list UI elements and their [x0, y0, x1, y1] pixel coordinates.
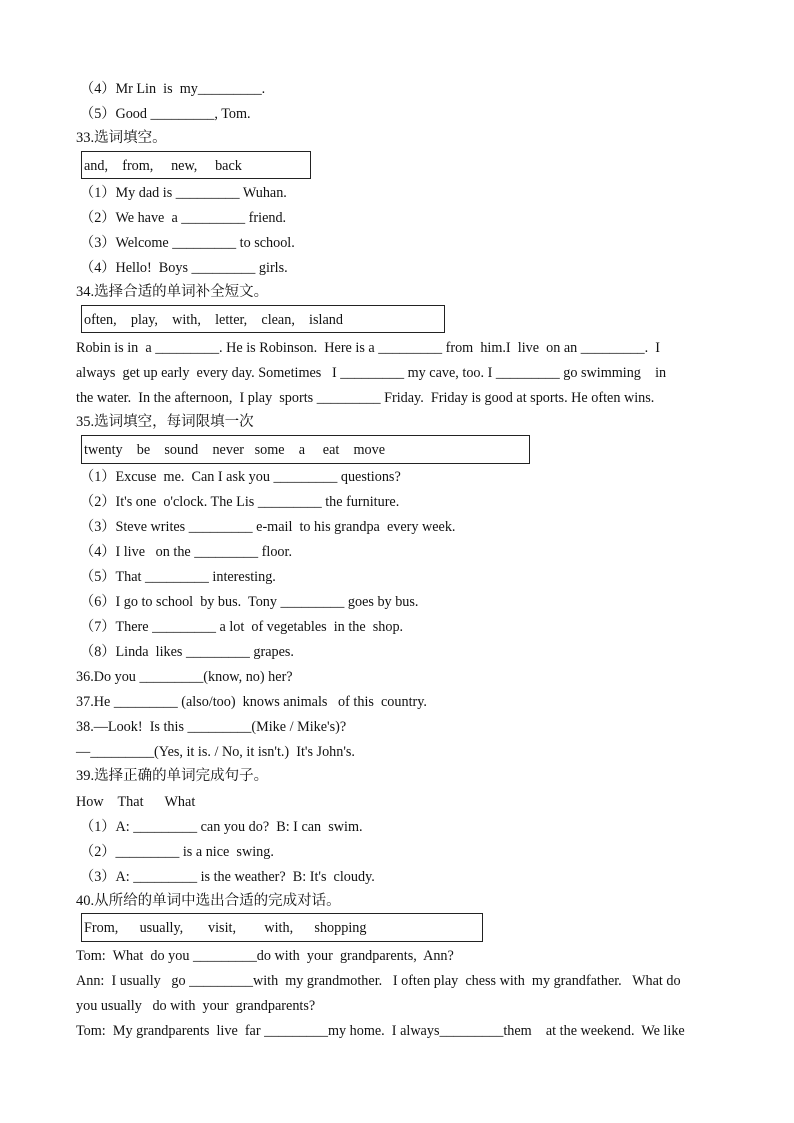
q33-item-3: （3）Welcome _________ to school. [80, 235, 295, 251]
q40-dialogue-line-1: Tom: What do you _________do with your grandparents, Ann? [76, 948, 454, 964]
q33-item-2: （2）We have a _________ friend. [80, 210, 287, 226]
q33-item-4: （4）Hello! Boys _________ girls. [80, 260, 288, 276]
q39-item-1: （1）A: _________ can you do? B: I can swim. [80, 819, 363, 835]
q40-word-box [81, 913, 483, 942]
q34-word-box [81, 305, 445, 333]
q40-heading: 40.从所给的单词中选出合适的完成对话。 [76, 893, 341, 909]
q33-heading: 33.选词填空。 [76, 130, 167, 146]
q34-heading: 34.选择合适的单词补全短文。 [76, 284, 269, 300]
q35-heading: 35.选词填空，每词限填一次 [76, 414, 254, 430]
q35-item-1: （1）Excuse me. Can I ask you _________ questions? [80, 469, 401, 485]
q40-dialogue-line-3: you usually do with your grandparents? [76, 998, 316, 1014]
q35-word-box [81, 435, 530, 464]
q33-word-box-text: and, from, new, back [84, 158, 242, 174]
q40-word-box-text: From, usually, visit, with, shopping [84, 920, 367, 936]
q35-item-5: （5）That _________ interesting. [80, 569, 276, 585]
q34-passage-line-1: Robin is in a _________. He is Robinson. Here is a _________ from him.I live on an _________. I [76, 340, 661, 356]
q39-item-3: （3）A: _________ is the weather? B: It's cloudy. [80, 869, 375, 885]
q34-passage-line-2: always get up early every day. Sometimes I _________ my cave, too. I _________ go swimming in [76, 365, 667, 381]
q35-item-7: （7）There _________ a lot of vegetables in the shop. [80, 619, 404, 635]
q32-item-4: （4）Mr Lin is my_________. [80, 81, 266, 97]
q39-heading: 39.选择正确的单词完成句子。 [76, 768, 269, 784]
q34-passage-line-3: the water. In the afternoon, I play sports _________ Friday. Friday is good at sports. He often wins. [76, 390, 655, 406]
q33-word-box [81, 151, 311, 179]
q38-line-2: —_________(Yes, it is. / No, it isn't.) It's John's. [76, 744, 355, 760]
q36-text: 36.Do you _________(know, no) her? [76, 669, 293, 685]
q37-text: 37.He _________ (also/too) knows animals of this country. [76, 694, 427, 710]
q39-item-2: （2）_________ is a nice swing. [80, 844, 274, 860]
q35-word-box-text: twenty be sound never some a eat move [84, 442, 386, 458]
q35-item-4: （4）I live on the _________ floor. [80, 544, 293, 560]
q33-item-1: （1）My dad is _________ Wuhan. [80, 185, 287, 201]
q35-item-3: （3）Steve writes _________ e-mail to his grandpa every week. [80, 519, 456, 535]
q38-line-1: 38.—Look! Is this _________(Mike / Mike's)? [76, 719, 347, 735]
q34-word-box-text: often, play, with, letter, clean, island [84, 312, 343, 328]
q35-item-8: （8）Linda likes _________ grapes. [80, 644, 294, 660]
q40-dialogue-line-4: Tom: My grandparents live far _________my home. I always_________them at the weekend. We like [76, 1023, 685, 1039]
q35-item-6: （6）I go to school by bus. Tony _________ goes by bus. [80, 594, 419, 610]
q39-word-list: How That What [76, 794, 196, 810]
q35-item-2: （2）It's one o'clock. The Lis _________ the furniture. [80, 494, 400, 510]
q40-dialogue-line-2: Ann: I usually go _________with my grandmother. I often play chess with my grandfather. What do [76, 973, 681, 989]
q32-item-5: （5）Good _________, Tom. [80, 106, 251, 122]
